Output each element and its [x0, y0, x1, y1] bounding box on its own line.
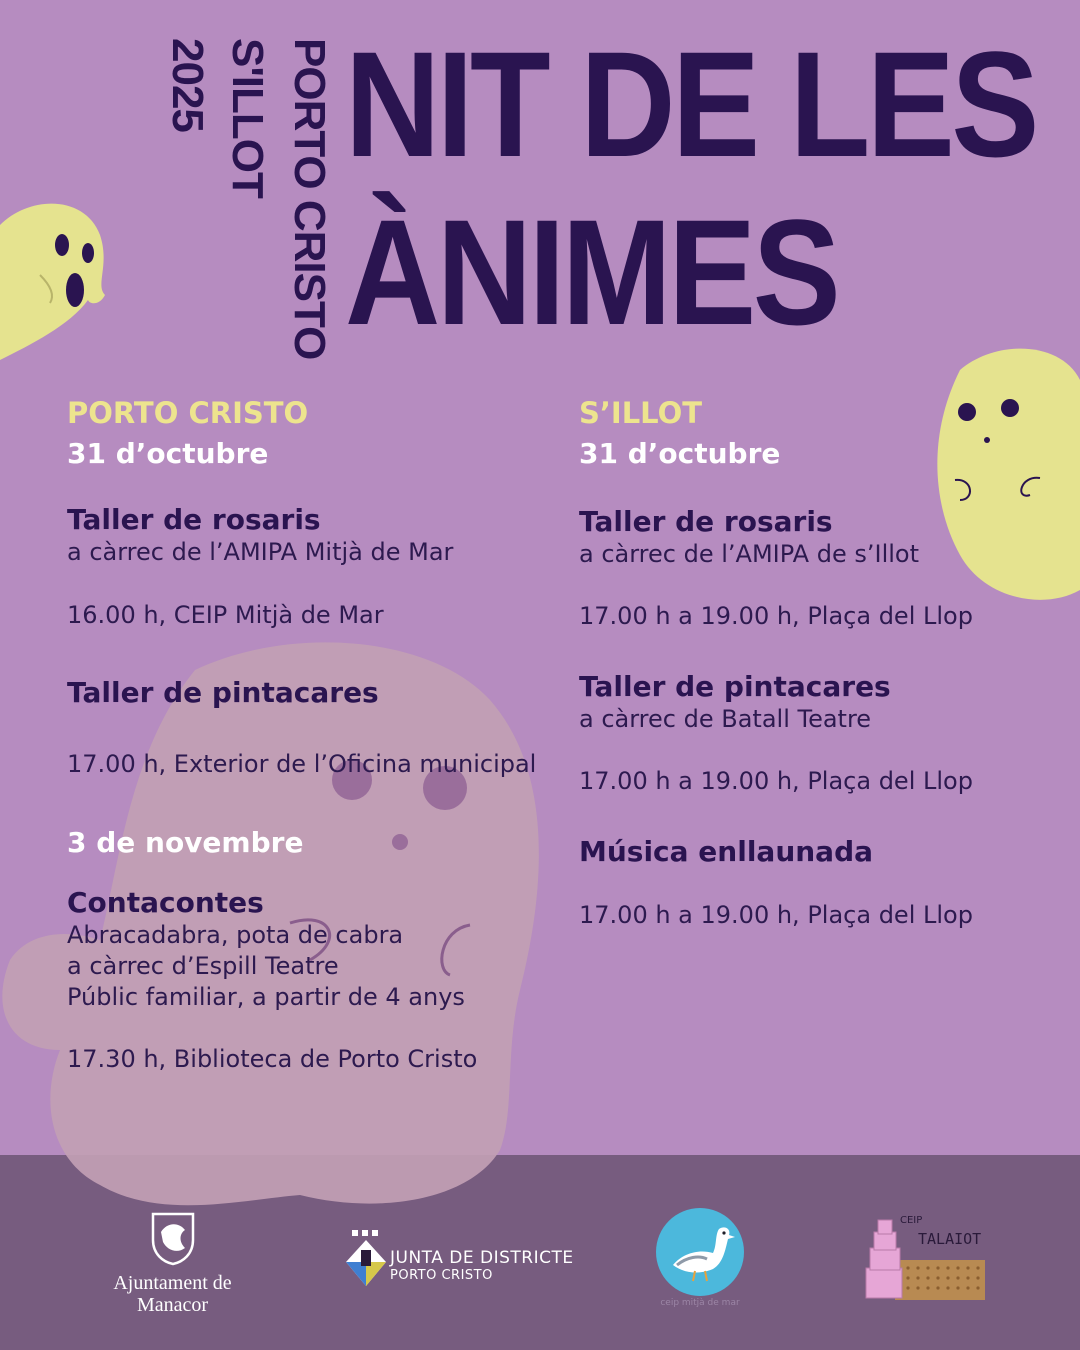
town-heading: PORTO CRISTO: [67, 396, 309, 430]
manacor-logo[interactable]: [100, 1210, 245, 1316]
junta-text: JUNTA DE DISTRICTE: [390, 1248, 574, 1268]
event-time: 17.30 h, Biblioteca de Porto Cristo: [67, 1045, 478, 1073]
porto-cristo-column: [67, 393, 547, 1075]
page-title: [345, 20, 1045, 356]
sillot-column: [579, 393, 1039, 931]
event-title: Taller de rosaris: [579, 505, 833, 538]
talaiot-icon: [860, 1212, 990, 1307]
ceip-mitja-de-mar-logo[interactable]: [650, 1207, 750, 1307]
event-subtitle: a càrrec d’Espill Teatre: [67, 952, 339, 980]
event-time: 17.00 h, Exterior de l’Oficina municipal: [67, 750, 537, 778]
sillot-label: S'ILLOT: [223, 38, 272, 198]
junta-text: PORTO CRISTO: [390, 1268, 493, 1283]
junta-districte-logo[interactable]: [340, 1228, 580, 1288]
porto-cristo-label: PORTO CRISTO: [285, 38, 334, 360]
event-time: 17.00 h a 19.00 h, Plaça del Llop: [579, 901, 973, 929]
title-line-1: NIT DE LES: [345, 20, 1036, 188]
title-line-2: ÀNIMES: [345, 188, 838, 356]
event-title: Taller de pintacares: [67, 676, 379, 709]
event-subtitle: a càrrec de l’AMIPA de s’Illot: [579, 540, 919, 568]
seagull-icon: [655, 1207, 745, 1297]
event-time: 16.00 h, CEIP Mitjà de Mar: [67, 601, 384, 629]
town-heading: S’ILLOT: [579, 396, 703, 430]
event-title: Taller de rosaris: [67, 503, 321, 536]
event-subtitle: a càrrec de Batall Teatre: [579, 705, 872, 733]
event-title: Música enllaunada: [579, 835, 874, 868]
event-subtitle: Abracadabra, pota de cabra: [67, 921, 404, 949]
event-time: 17.00 h a 19.00 h, Plaça del Llop: [579, 767, 973, 795]
year-label: 2025: [163, 38, 212, 132]
ghost-left-icon: [0, 195, 115, 365]
event-subtitle: a càrrec de l’AMIPA Mitjà de Mar: [67, 538, 454, 566]
manacor-text: Ajuntament de: [113, 1272, 232, 1294]
event-subtitle: Públic familiar, a partir de 4 anys: [67, 983, 465, 1011]
date-heading: 31 d’octubre: [67, 437, 269, 470]
talaiot-text: TALAIOT: [918, 1230, 982, 1248]
talaiot-text: CEIP: [900, 1215, 923, 1226]
date-heading: 31 d’octubre: [579, 437, 781, 470]
junta-tower-icon: [342, 1228, 390, 1288]
event-time: 17.00 h a 19.00 h, Plaça del Llop: [579, 602, 973, 630]
date-heading: 3 de novembre: [67, 826, 304, 859]
event-title: Taller de pintacares: [579, 670, 891, 703]
event-title: Contacontes: [67, 886, 264, 919]
manacor-shield-icon: [149, 1210, 197, 1266]
ceip-talaiot-logo[interactable]: [860, 1212, 990, 1307]
manacor-text: Manacor: [136, 1294, 209, 1316]
gull-caption: ceip mitjà de mar: [660, 1298, 740, 1308]
